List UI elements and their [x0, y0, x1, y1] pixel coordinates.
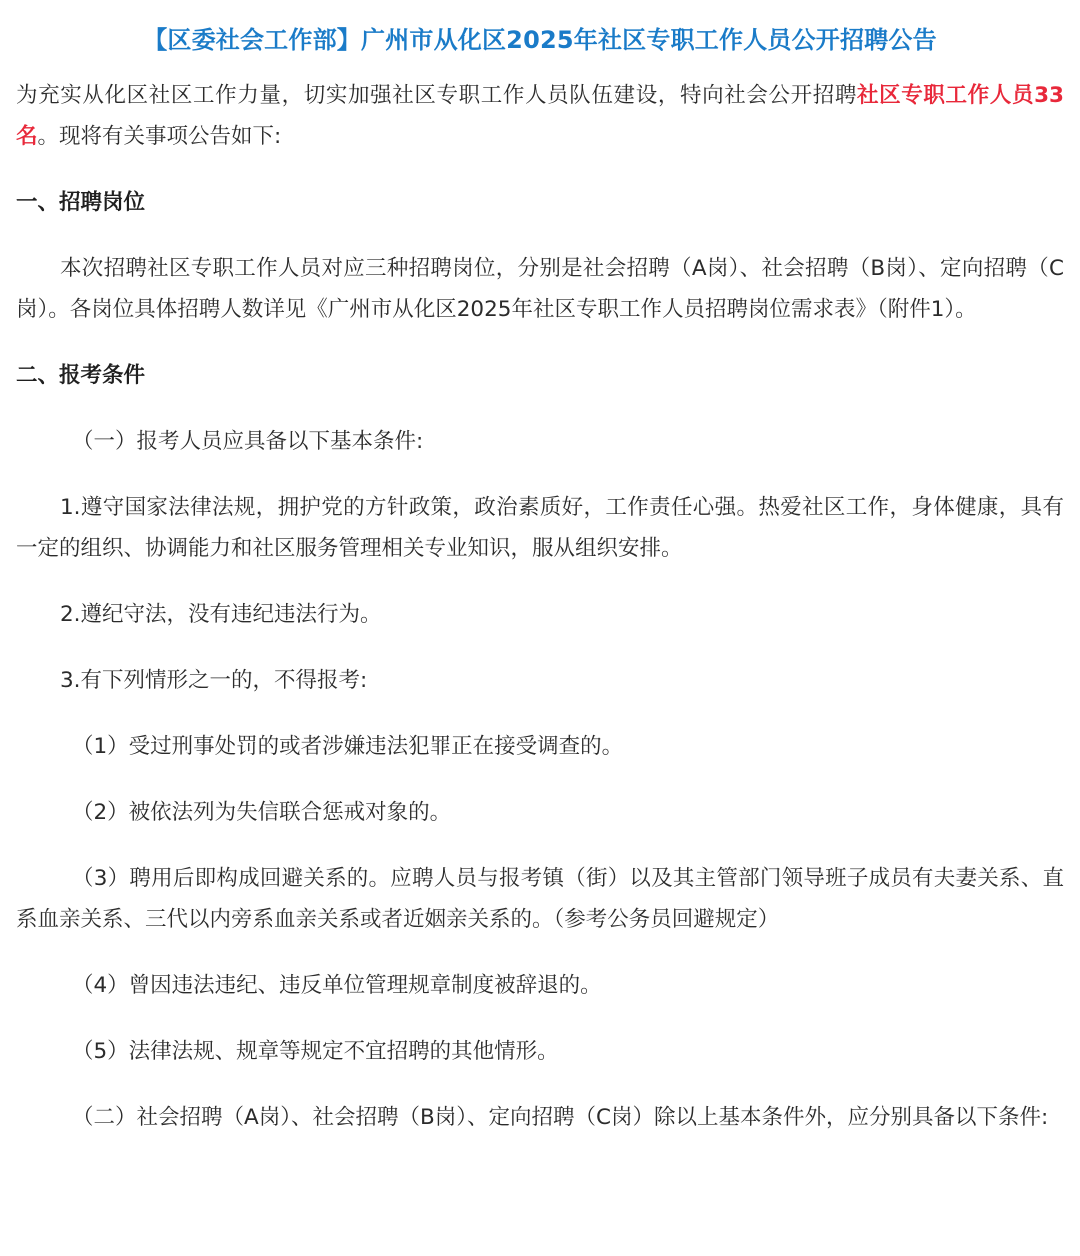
- condition-item-2: 2.遵纪守法，没有违纪违法行为。: [60, 602, 382, 627]
- position-conditions-heading: （二）社会招聘（A岗）、社会招聘（B岗）、定向招聘（C岗）除以上基本条件外，应分别具备以下条件:: [72, 1105, 1049, 1130]
- intro-text: 为充实从化区社区工作力量，切实加强社区专职工作人员队伍建设，特向社会公开招聘: [16, 83, 858, 108]
- section-heading-positions: 一、招聘岗位: [16, 190, 146, 215]
- positions-paragraph: 本次招聘社区专职工作人员对应三种招聘岗位，分别是社会招聘（A岗）、社会招聘（B岗）、定向招聘（C岗）。各岗位具体招聘人数详见《广州市从化区2025年社区专职工作人员招聘岗位需求表》（附件1）。: [16, 256, 1064, 322]
- intro-paragraph: [16, 75, 1064, 157]
- condition-item-1: 1.遵守国家法律法规，拥护党的方针政策，政治素质好，工作责任心强。热爱社区工作，身体健康，具有一定的组织、协调能力和社区服务管理相关专业知识，服从组织安排。: [16, 495, 1064, 561]
- basic-conditions-heading: （一）报考人员应具备以下基本条件:: [72, 429, 424, 454]
- exclusion-item-4: （4）曾因违法违纪、违反单位管理规章制度被辞退的。: [72, 973, 602, 998]
- intro-text-end: 。现将有关事项公告如下:: [37, 124, 282, 149]
- article-title: 【区委社会工作部】广州市从化区2025年社区专职工作人员公开招聘公告: [143, 26, 937, 54]
- exclusion-item-2: （2）被依法列为失信联合惩戒对象的。: [72, 800, 452, 825]
- recruit-count-highlight: 社区专职工作人员33名: [16, 83, 1064, 149]
- condition-item-3: 3.有下列情形之一的，不得报考:: [60, 668, 368, 693]
- section-heading-requirements: 二、报考条件: [16, 363, 146, 388]
- exclusion-item-5: （5）法律法规、规章等规定不宜招聘的其他情形。: [72, 1039, 559, 1064]
- exclusion-item-3: （3）聘用后即构成回避关系的。应聘人员与报考镇（街）以及其主管部门领导班子成员有夫妻关系、直系血亲关系、三代以内旁系血亲关系或者近姻亲关系的。（参考公务员回避规定）: [16, 866, 1064, 932]
- exclusion-item-1: （1）受过刑事处罚的或者涉嫌违法犯罪正在接受调查的。: [72, 734, 624, 759]
